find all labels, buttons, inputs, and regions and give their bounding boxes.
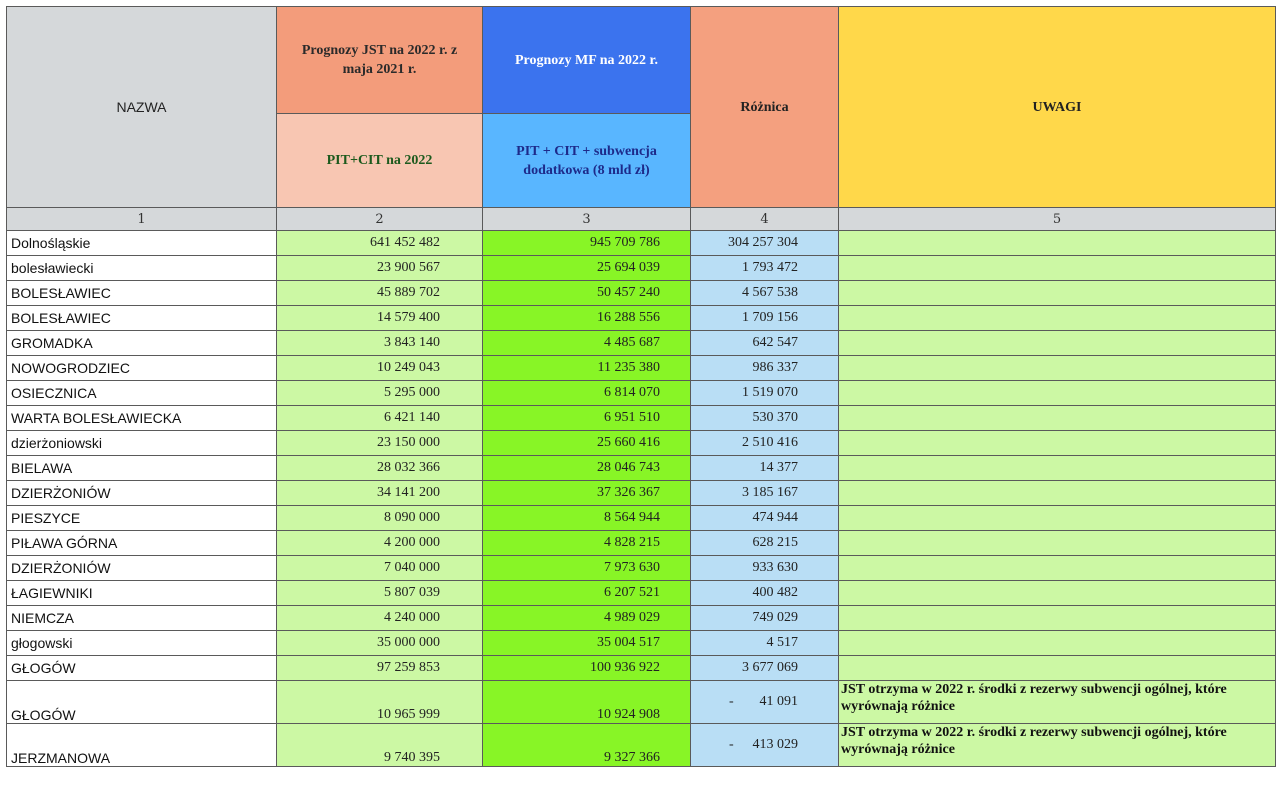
row-mf-value: 100 936 922 bbox=[483, 656, 691, 681]
row-name: NOWOGRODZIEC bbox=[7, 356, 277, 381]
column-number: 4 bbox=[691, 208, 839, 231]
row-difference: 4 517 bbox=[691, 631, 839, 656]
row-difference: 41 091 bbox=[759, 694, 798, 709]
header-roznica: Różnica bbox=[691, 7, 839, 208]
row-jst-value: 5 295 000 bbox=[277, 381, 483, 406]
row-note bbox=[839, 631, 1276, 656]
header-jst-pit-cit: PIT+CIT na 2022 bbox=[277, 114, 483, 208]
row-name: GŁOGÓW bbox=[7, 656, 277, 681]
row-difference-cell bbox=[691, 724, 839, 767]
row-mf-value: 6 207 521 bbox=[483, 581, 691, 606]
row-mf-value: 6 814 070 bbox=[483, 381, 691, 406]
row-mf-value: 4 485 687 bbox=[483, 331, 691, 356]
row-jst-value: 35 000 000 bbox=[277, 631, 483, 656]
table-row bbox=[7, 581, 1276, 606]
column-number: 5 bbox=[839, 208, 1276, 231]
row-mf-value: 6 951 510 bbox=[483, 406, 691, 431]
row-mf-value: 16 288 556 bbox=[483, 306, 691, 331]
table-row bbox=[7, 531, 1276, 556]
row-difference-cell bbox=[691, 681, 839, 724]
row-difference: 628 215 bbox=[691, 531, 839, 556]
table-row bbox=[7, 281, 1276, 306]
row-jst-value: 10 249 043 bbox=[277, 356, 483, 381]
row-note bbox=[839, 556, 1276, 581]
row-difference: 3 185 167 bbox=[691, 481, 839, 506]
row-note bbox=[839, 256, 1276, 281]
row-jst-value: 6 421 140 bbox=[277, 406, 483, 431]
row-name: BOLESŁAWIEC bbox=[7, 306, 277, 331]
row-difference: 642 547 bbox=[691, 331, 839, 356]
row-difference: 14 377 bbox=[691, 456, 839, 481]
row-note bbox=[839, 456, 1276, 481]
table-row bbox=[7, 481, 1276, 506]
row-note bbox=[839, 306, 1276, 331]
table-row bbox=[7, 631, 1276, 656]
row-note bbox=[839, 581, 1276, 606]
table-row bbox=[7, 724, 1276, 767]
table-row bbox=[7, 256, 1276, 281]
negative-sign: - bbox=[729, 694, 734, 709]
row-jst-value: 3 843 140 bbox=[277, 331, 483, 356]
row-note bbox=[839, 331, 1276, 356]
row-note bbox=[839, 606, 1276, 631]
row-jst-value: 10 965 999 bbox=[277, 681, 483, 724]
row-note bbox=[839, 231, 1276, 256]
row-note bbox=[839, 431, 1276, 456]
row-difference: 986 337 bbox=[691, 356, 839, 381]
row-name: NIEMCZA bbox=[7, 606, 277, 631]
row-mf-value: 35 004 517 bbox=[483, 631, 691, 656]
row-mf-value: 50 457 240 bbox=[483, 281, 691, 306]
row-note bbox=[839, 481, 1276, 506]
row-difference: 400 482 bbox=[691, 581, 839, 606]
header-mf-forecast: Prognozy MF na 2022 r. bbox=[483, 7, 691, 114]
row-jst-value: 5 807 039 bbox=[277, 581, 483, 606]
row-difference: 530 370 bbox=[691, 406, 839, 431]
row-jst-value: 34 141 200 bbox=[277, 481, 483, 506]
row-name: JERZMANOWA bbox=[7, 724, 277, 767]
row-name: DZIERŻONIÓW bbox=[7, 556, 277, 581]
row-name: dzierżoniowski bbox=[7, 431, 277, 456]
row-mf-value: 8 564 944 bbox=[483, 506, 691, 531]
row-note bbox=[839, 406, 1276, 431]
row-difference: 2 510 416 bbox=[691, 431, 839, 456]
table-row bbox=[7, 231, 1276, 256]
row-jst-value: 45 889 702 bbox=[277, 281, 483, 306]
row-name: BIELAWA bbox=[7, 456, 277, 481]
row-mf-value: 25 660 416 bbox=[483, 431, 691, 456]
row-jst-value: 23 150 000 bbox=[277, 431, 483, 456]
row-note: JST otrzyma w 2022 r. środki z rezerwy subwencji ogólnej, które wyrównają różnice bbox=[839, 681, 1276, 724]
row-jst-value: 4 240 000 bbox=[277, 606, 483, 631]
row-name: głogowski bbox=[7, 631, 277, 656]
row-note: JST otrzyma w 2022 r. środki z rezerwy subwencji ogólnej, które wyrównają różnice bbox=[839, 724, 1276, 767]
row-mf-value: 9 327 366 bbox=[483, 724, 691, 767]
row-mf-value: 7 973 630 bbox=[483, 556, 691, 581]
row-note bbox=[839, 656, 1276, 681]
row-name: OSIECZNICA bbox=[7, 381, 277, 406]
row-mf-value: 37 326 367 bbox=[483, 481, 691, 506]
row-mf-value: 4 828 215 bbox=[483, 531, 691, 556]
row-note bbox=[839, 531, 1276, 556]
row-name: WARTA BOLESŁAWIECKA bbox=[7, 406, 277, 431]
header-mf-pit-cit-subsidy: PIT + CIT + subwencja dodatkowa (8 mld zł) bbox=[483, 114, 691, 208]
row-note bbox=[839, 281, 1276, 306]
table-row bbox=[7, 331, 1276, 356]
row-jst-value: 9 740 395 bbox=[277, 724, 483, 767]
header-nazwa: NAZWA bbox=[7, 7, 277, 208]
row-mf-value: 25 694 039 bbox=[483, 256, 691, 281]
budget-forecast-table bbox=[6, 6, 1276, 767]
row-mf-value: 945 709 786 bbox=[483, 231, 691, 256]
table-row bbox=[7, 506, 1276, 531]
row-jst-value: 28 032 366 bbox=[277, 456, 483, 481]
table-row bbox=[7, 356, 1276, 381]
row-jst-value: 97 259 853 bbox=[277, 656, 483, 681]
table-row bbox=[7, 556, 1276, 581]
negative-sign: - bbox=[729, 737, 734, 752]
row-note bbox=[839, 506, 1276, 531]
row-note bbox=[839, 356, 1276, 381]
header-jst-forecast: Prognozy JST na 2022 r. z maja 2021 r. bbox=[277, 7, 483, 114]
column-number: 2 bbox=[277, 208, 483, 231]
header-uwagi: UWAGI bbox=[839, 7, 1276, 208]
row-name: bolesławiecki bbox=[7, 256, 277, 281]
row-mf-value: 11 235 380 bbox=[483, 356, 691, 381]
row-difference: 413 029 bbox=[752, 737, 798, 752]
row-jst-value: 23 900 567 bbox=[277, 256, 483, 281]
row-difference: 1 709 156 bbox=[691, 306, 839, 331]
table-row bbox=[7, 306, 1276, 331]
table-row bbox=[7, 381, 1276, 406]
row-jst-value: 14 579 400 bbox=[277, 306, 483, 331]
row-difference: 1 519 070 bbox=[691, 381, 839, 406]
row-difference: 474 944 bbox=[691, 506, 839, 531]
table-row bbox=[7, 656, 1276, 681]
row-jst-value: 4 200 000 bbox=[277, 531, 483, 556]
row-mf-value: 4 989 029 bbox=[483, 606, 691, 631]
row-difference: 749 029 bbox=[691, 606, 839, 631]
row-jst-value: 7 040 000 bbox=[277, 556, 483, 581]
row-difference: 3 677 069 bbox=[691, 656, 839, 681]
table-row bbox=[7, 606, 1276, 631]
table-row bbox=[7, 431, 1276, 456]
table-row bbox=[7, 681, 1276, 724]
column-number: 3 bbox=[483, 208, 691, 231]
column-number-row bbox=[7, 208, 1276, 231]
row-jst-value: 641 452 482 bbox=[277, 231, 483, 256]
row-jst-value: 8 090 000 bbox=[277, 506, 483, 531]
row-name: GROMADKA bbox=[7, 331, 277, 356]
row-mf-value: 10 924 908 bbox=[483, 681, 691, 724]
row-name: PIESZYCE bbox=[7, 506, 277, 531]
table-row bbox=[7, 406, 1276, 431]
row-difference: 1 793 472 bbox=[691, 256, 839, 281]
row-difference: 4 567 538 bbox=[691, 281, 839, 306]
row-name: GŁOGÓW bbox=[7, 681, 277, 724]
row-name: ŁAGIEWNIKI bbox=[7, 581, 277, 606]
row-difference: 304 257 304 bbox=[691, 231, 839, 256]
row-mf-value: 28 046 743 bbox=[483, 456, 691, 481]
row-difference: 933 630 bbox=[691, 556, 839, 581]
row-name: PIŁAWA GÓRNA bbox=[7, 531, 277, 556]
row-name: BOLESŁAWIEC bbox=[7, 281, 277, 306]
row-name: Dolnośląskie bbox=[7, 231, 277, 256]
column-number: 1 bbox=[7, 208, 277, 231]
row-name: DZIERŻONIÓW bbox=[7, 481, 277, 506]
table-row bbox=[7, 456, 1276, 481]
row-note bbox=[839, 381, 1276, 406]
